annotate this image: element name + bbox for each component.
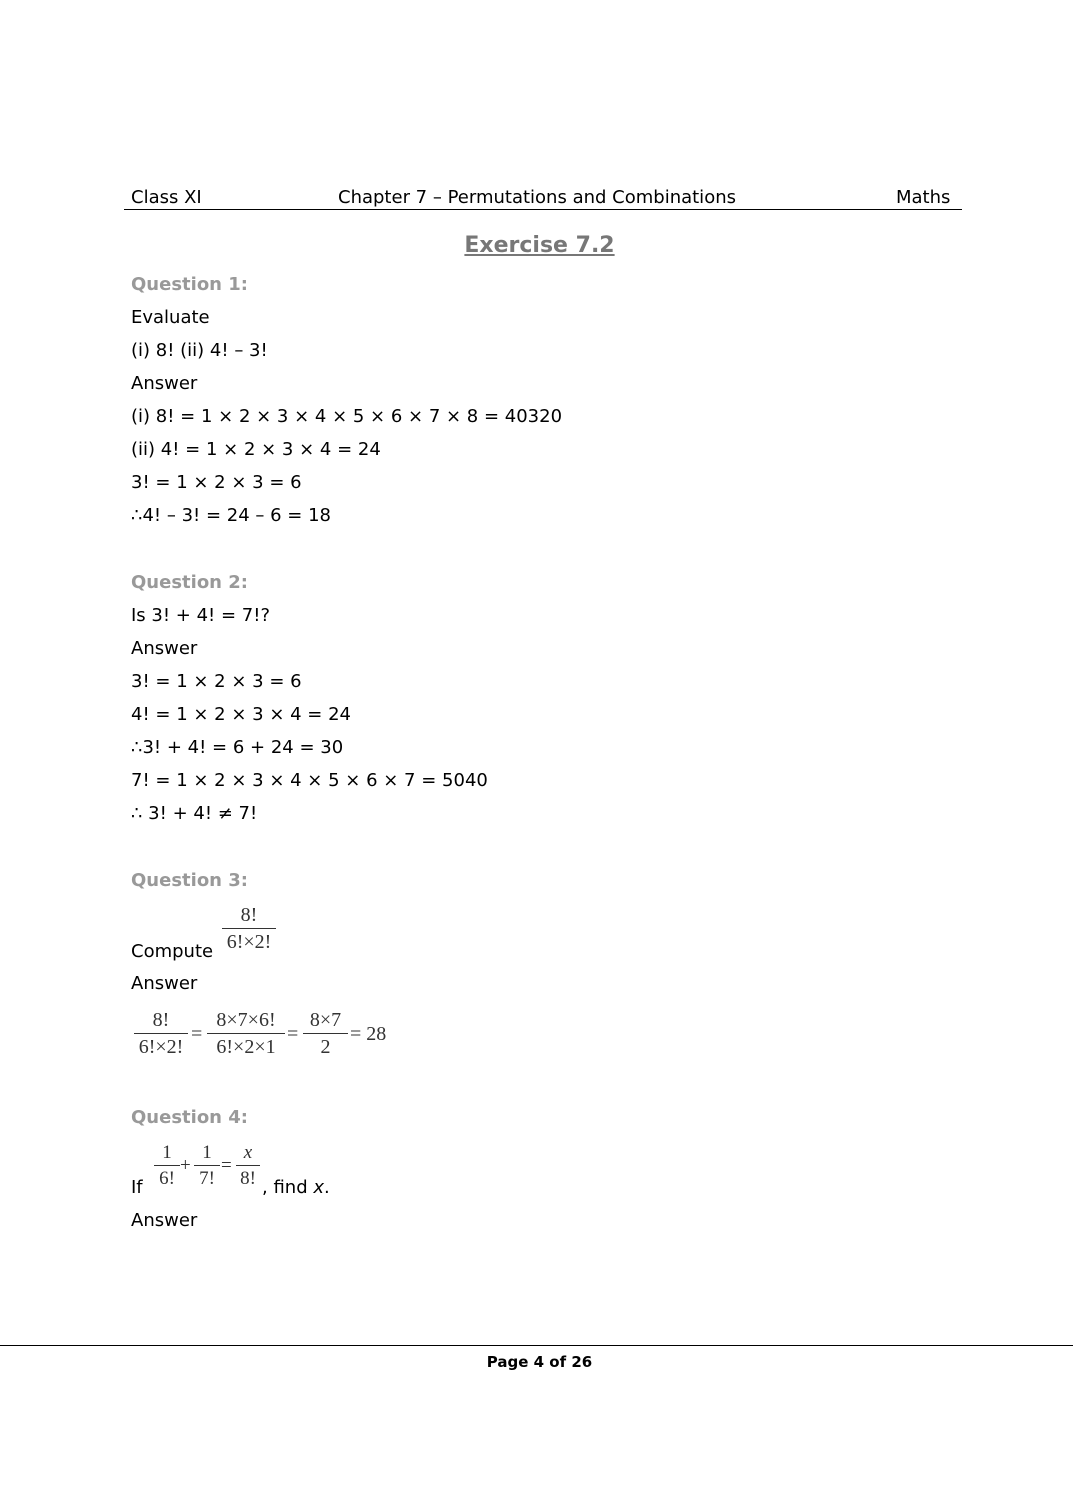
q3-compute-label: Compute xyxy=(131,941,214,962)
q1-line: (i) 8! (ii) 4! – 3! xyxy=(131,340,268,361)
q3-answer-label: Answer xyxy=(131,973,198,994)
footer-rule xyxy=(0,1345,1073,1346)
equals-sign: = xyxy=(191,1023,203,1045)
fraction-denominator: 6! xyxy=(159,1168,175,1189)
header-chapter: Chapter 7 – Permutations and Combinations xyxy=(338,187,736,208)
fraction-numerator: 8! xyxy=(152,1009,170,1031)
header-subject: Maths xyxy=(896,187,951,208)
q3-solution-fraction-2 xyxy=(207,1007,285,1060)
fraction-numerator: 8×7 xyxy=(309,1009,342,1031)
q3-solution-fraction-1 xyxy=(134,1007,188,1060)
q2-line: ∴3! + 4! = 6 + 24 = 30 xyxy=(131,737,344,758)
q1-line: Evaluate xyxy=(131,307,210,328)
q2-line: 4! = 1 × 2 × 3 × 4 = 24 xyxy=(131,704,352,725)
fraction-denominator: 6!×2! xyxy=(226,931,272,953)
equals-sign: = xyxy=(221,1155,232,1176)
q3-question-fraction xyxy=(222,902,276,955)
fraction-denominator: 8! xyxy=(240,1168,256,1189)
q1-line: ∴4! – 3! = 24 – 6 = 18 xyxy=(131,505,331,526)
question-1-heading: Question 1: xyxy=(131,274,248,295)
plus-sign: + xyxy=(180,1155,191,1176)
q4-fraction-1 xyxy=(154,1140,180,1191)
fraction-denominator: 6!×2×1 xyxy=(216,1036,276,1058)
fraction-numerator: 1 xyxy=(202,1142,212,1163)
q4-variable: x xyxy=(313,1177,324,1198)
q1-answer-label: Answer xyxy=(131,373,198,394)
fraction-denominator: 2 xyxy=(320,1036,331,1058)
fraction-denominator: 7! xyxy=(199,1168,215,1189)
q4-answer-label: Answer xyxy=(131,1210,198,1231)
q4-fraction-2 xyxy=(194,1140,220,1191)
q2-line: ∴ 3! + 4! ≠ 7! xyxy=(131,803,258,824)
fraction-numerator: x xyxy=(243,1142,253,1163)
q1-line: (i) 8! = 1 × 2 × 3 × 4 × 5 × 6 × 7 × 8 = 40320 xyxy=(131,406,563,427)
q3-solution-fraction-3 xyxy=(303,1007,348,1060)
q4-tail-text: , find xyxy=(262,1177,314,1198)
q4-if-label: If xyxy=(131,1177,143,1198)
q1-line: (ii) 4! = 1 × 2 × 3 × 4 = 24 xyxy=(131,439,381,460)
equals-sign: = xyxy=(287,1023,299,1045)
header-rule xyxy=(124,209,962,210)
q1-line: 3! = 1 × 2 × 3 = 6 xyxy=(131,472,302,493)
q3-result: = 28 xyxy=(350,1023,387,1045)
fraction-numerator: 1 xyxy=(162,1142,172,1163)
q4-fraction-3 xyxy=(236,1140,260,1191)
fraction-denominator: 6!×2! xyxy=(138,1036,184,1058)
q4-period: . xyxy=(324,1177,330,1198)
question-3-heading: Question 3: xyxy=(131,870,248,891)
q2-line: 7! = 1 × 2 × 3 × 4 × 5 × 6 × 7 = 5040 xyxy=(131,770,488,791)
page-number: Page 4 of 26 xyxy=(486,1353,593,1371)
fraction-numerator: 8! xyxy=(240,904,258,926)
q2-line: 3! = 1 × 2 × 3 = 6 xyxy=(131,671,302,692)
question-4-heading: Question 4: xyxy=(131,1107,248,1128)
exercise-title: Exercise 7.2 xyxy=(464,233,615,258)
q2-line: Is 3! + 4! = 7!? xyxy=(131,605,271,626)
fraction-numerator: 8×7×6! xyxy=(216,1009,276,1031)
q4-tail xyxy=(262,1176,330,1200)
header-class: Class XI xyxy=(131,187,202,208)
question-2-heading: Question 2: xyxy=(131,572,248,593)
q2-answer-label: Answer xyxy=(131,638,198,659)
